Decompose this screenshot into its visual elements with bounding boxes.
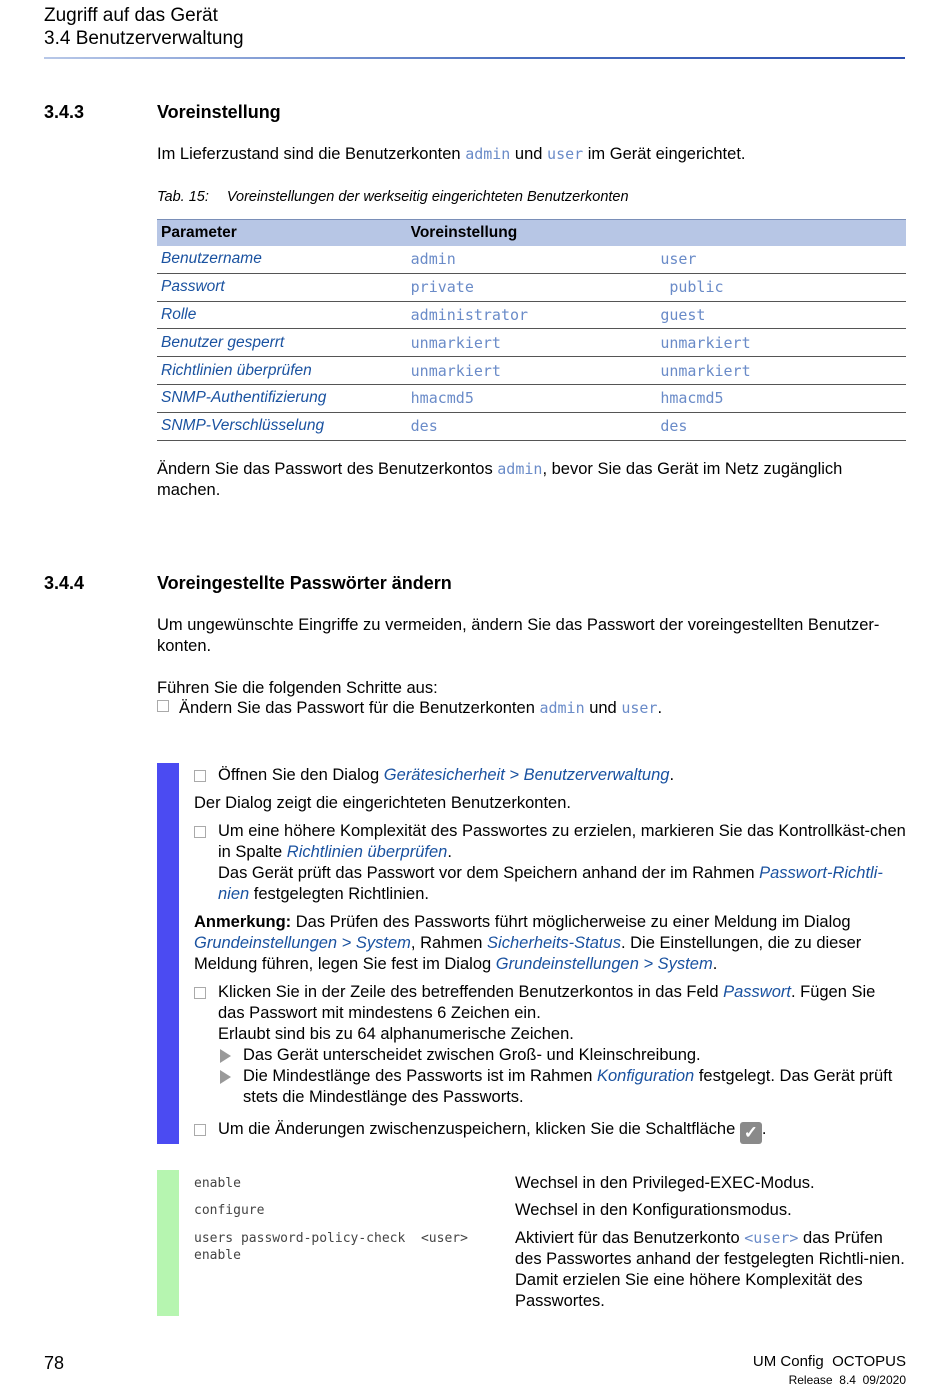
defaults-table bbox=[157, 219, 906, 441]
section2-intro: Um ungewünschte Eingriffe zu vermeiden, ändern Sie das Passwort der voreingestellten Benutzer-konten. bbox=[157, 616, 880, 655]
triangle-icon bbox=[220, 1070, 231, 1084]
gui-result: Die Mindestlänge des Passworts ist im Rahmen Konfiguration festgelegt. Das Gerät prüft stets die Mindestlänge des Passworts. bbox=[218, 1066, 906, 1108]
gui-step: Klicken Sie in der Zeile des betreffenden Benutzerkontos in das Feld Passwort. Fügen Sie das Passwort mit mindestens 6 Zeichen ein. Erlaubt sind bis zu 64 alphanumerische Zeichen. bbox=[194, 982, 906, 1045]
table-row: Benutzername admin user bbox=[157, 246, 906, 273]
table-row: Richtlinien überprüfen unmarkiert unmarkiert bbox=[157, 357, 906, 385]
checkbox-icon bbox=[194, 826, 206, 838]
table-header bbox=[656, 220, 906, 247]
header-rule bbox=[44, 57, 905, 59]
table-row: SNMP-Verschlüsselung des des bbox=[157, 412, 906, 440]
cli-description: Wechsel in den Privileged-EXEC-Modus. bbox=[515, 1174, 815, 1192]
section-number: 3.4.3 bbox=[44, 102, 85, 122]
admin-note: Ändern Sie das Passwort des Benutzerkontos admin, bevor Sie das Gerät im Netz zugänglich machen. bbox=[157, 460, 843, 499]
table-row: SNMP-Authentifizierung hmacmd5 hmacmd5 bbox=[157, 384, 906, 412]
gui-info: Der Dialog zeigt die eingerichteten Benutzerkonten. bbox=[194, 794, 571, 812]
table-header: Voreinstellung bbox=[407, 220, 657, 247]
checkbox-icon bbox=[194, 770, 206, 782]
table-header-row bbox=[157, 220, 906, 247]
table-row: Rolle administrator guest bbox=[157, 301, 906, 329]
table-header: Parameter bbox=[157, 220, 407, 247]
cli-description: Wechsel in den Konfigurationsmodus. bbox=[515, 1201, 792, 1219]
doc-title: UM Config OCTOPUS bbox=[752, 1353, 906, 1370]
gui-step: Um eine höhere Komplexität des Passwortes zu erzielen, markieren Sie das Kontrollkäst-chen in Spalte Richtlinien überprüfen. Das Gerät prüft das Passwort vor dem Speichern anhand der im Rahmen Passwort-Richtli-nien festgelegten Richtlinien. bbox=[194, 821, 906, 905]
gui-steps bbox=[194, 765, 906, 1144]
gui-step: Öffnen Sie den Dialog Gerätesicherheit > Benutzerverwaltung. bbox=[194, 765, 906, 786]
section-title: Voreinstellung bbox=[157, 102, 281, 122]
section-title: Voreingestellte Passwörter ändern bbox=[157, 573, 452, 593]
checkbox-icon bbox=[157, 700, 169, 712]
table-row: Benutzer gesperrt unmarkiert unmarkiert bbox=[157, 329, 906, 357]
checkbox-icon bbox=[194, 987, 206, 999]
dialog-link[interactable]: Gerätesicherheit > Benutzerverwaltung bbox=[383, 766, 670, 784]
section-number: 3.4.4 bbox=[44, 573, 85, 593]
cli-marker-bar bbox=[157, 1170, 179, 1316]
release-info: Release 8.4 09/2020 bbox=[788, 1373, 906, 1387]
cli-command: configure bbox=[194, 1203, 265, 1218]
code-user: user bbox=[547, 145, 584, 163]
header-section: 3.4 Benutzerverwaltung bbox=[44, 28, 244, 49]
checkbox-icon bbox=[194, 1124, 206, 1136]
code-admin: admin bbox=[465, 145, 511, 163]
gui-marker-bar bbox=[157, 763, 179, 1144]
gui-step: Um die Änderungen zwischenzuspeichern, klicken Sie die Schaltfläche ✓ . bbox=[194, 1119, 906, 1144]
page-number: 78 bbox=[44, 1353, 65, 1373]
gui-remark: Anmerkung: Das Prüfen des Passworts führt möglicherweise zu einer Meldung im Dialog Grundeinstellungen > System, Rahmen Sicherheits-Status. Die Einstellungen, die zu dieser Meldung führen, legen Sie fest im Dialog Grundeinstellungen > System. bbox=[194, 913, 862, 973]
cli-command: enable bbox=[194, 1176, 241, 1191]
intro-paragraph: Im Lieferzustand sind die Benutzerkonten admin und user im Gerät eingerichtet. bbox=[157, 145, 746, 163]
table-caption: Tab. 15: Voreinstellungen der werkseitig eingerichteten Benutzerkonten bbox=[157, 189, 629, 205]
triangle-icon bbox=[220, 1049, 231, 1063]
step-item: Ändern Sie das Passwort für die Benutzerkonten admin und user. bbox=[157, 698, 907, 719]
cli-description: Aktiviert für das Benutzerkonto <user> das Prüfen des Passwortes anhand der festgelegten Richtli-nien. Damit erzielen Sie eine höhere Komplexität des Passwortes. bbox=[515, 1229, 905, 1310]
check-icon[interactable]: ✓ bbox=[740, 1122, 762, 1144]
table-row: Passwort private public bbox=[157, 273, 906, 301]
gui-result: Das Gerät unterscheidet zwischen Groß- und Kleinschreibung. bbox=[218, 1045, 906, 1066]
steps-intro: Führen Sie die folgenden Schritte aus: bbox=[157, 679, 438, 697]
cli-command: users password-policy-check <user> enable bbox=[194, 1231, 468, 1263]
header-chapter: Zugriff auf das Gerät bbox=[44, 5, 218, 26]
